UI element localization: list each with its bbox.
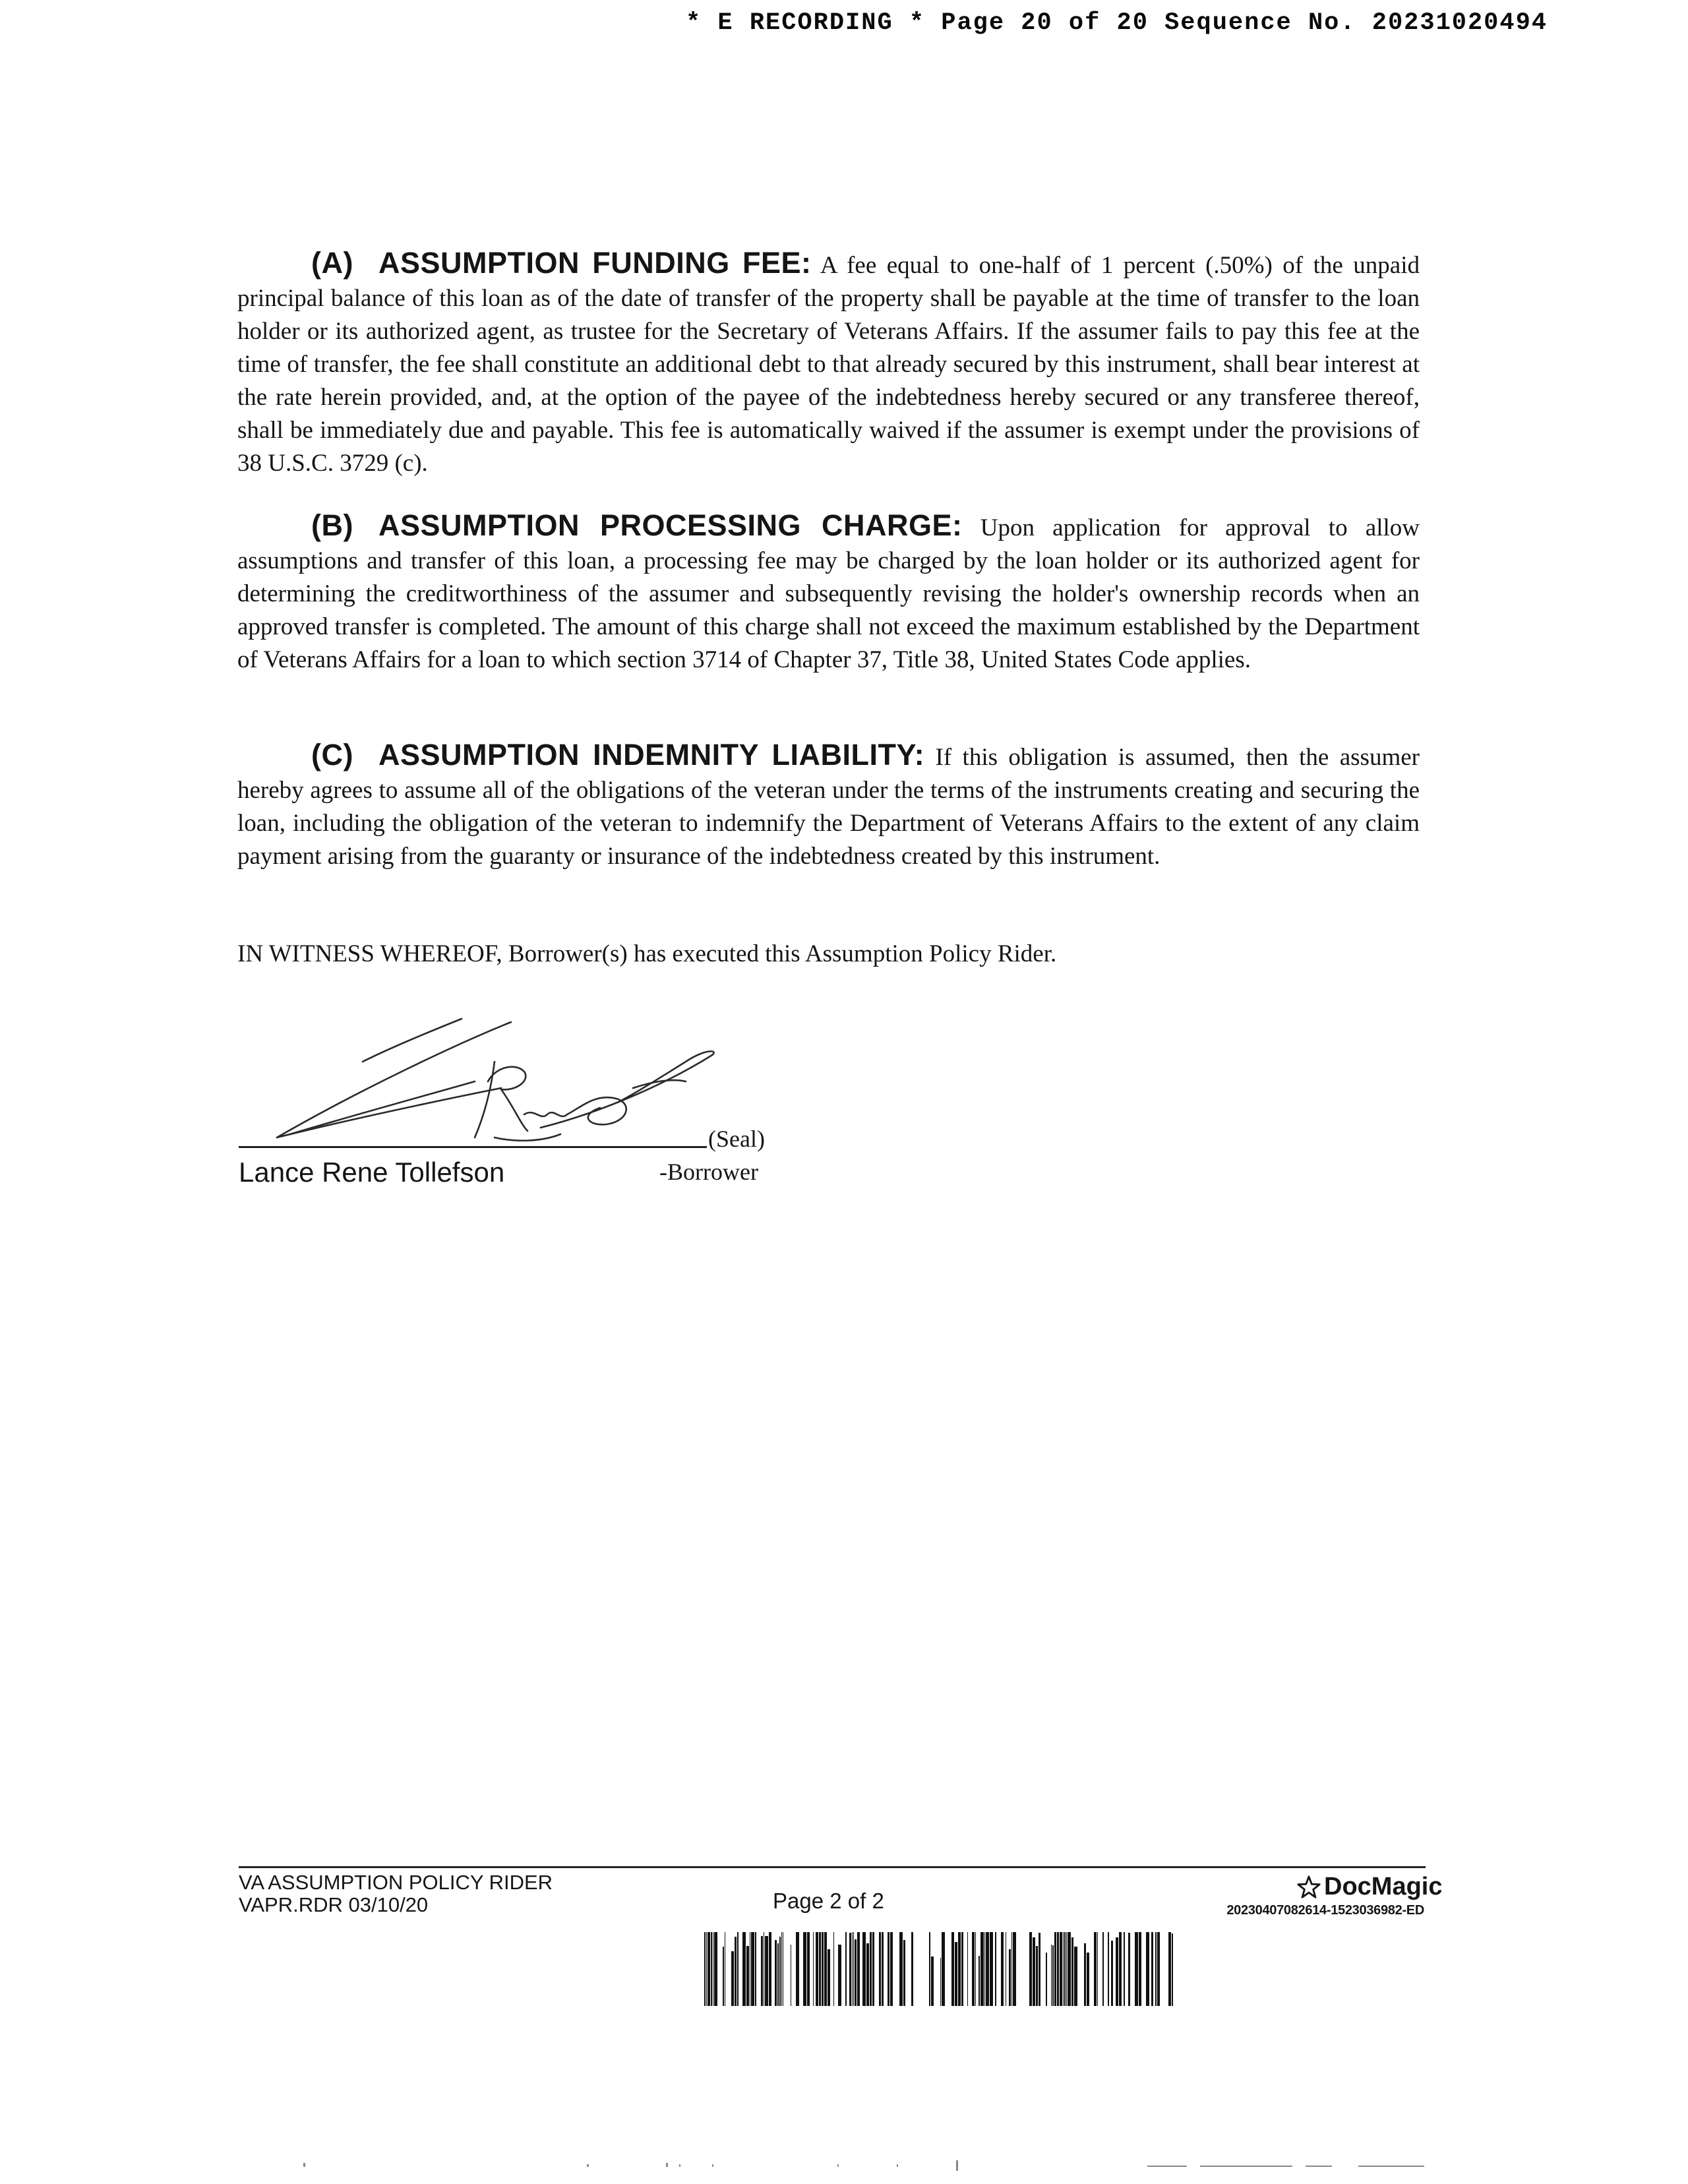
seal-label: (Seal)	[708, 1126, 765, 1152]
borrower-role-label: -Borrower	[659, 1159, 758, 1185]
section-b-text: Upon application for approval to allow assumptions and transfer of this loan, a processing fee may be charged by the loan holder or its authorized agent for determining the creditworthiness of the assumer and subsequently revising the holder's ownership records when an approved transfer is completed. The amount of this charge shall not exceed the maximum established by the Department of Veterans Affairs for a loan to which section 3714 of Chapter 37, Title 38, United States Code applies.	[237, 514, 1420, 673]
document-id: 20230407082614-1523036982-ED	[1226, 1903, 1424, 1918]
docmagic-logo	[1296, 1873, 1442, 1901]
section-a-text: A fee equal to one-half of 1 percent (.50%) of the unpaid principal balance of this loan as of the date of transfer of the property shall be payable at the time of transfer to the loan holder or its authorized agent, as trustee for the Secretary of Veterans Affairs. If the assumer fails to pay this fee at the time of transfer, the fee shall constitute an additional debt to that already secured by this instrument, shall bear interest at the rate herein provided, and, at the option of the payee of the indebtedness hereby secured or any transferee thereof, shall be immediately due and payable. This fee is automatically waived if the assumer is exempt under the provisions of 38 U.S.C. 3729 (c).	[237, 252, 1420, 477]
section-c-title: ASSUMPTION INDEMNITY LIABILITY:	[378, 738, 925, 772]
witness-statement: IN WITNESS WHEREOF, Borrower(s) has executed this Assumption Policy Rider.	[237, 940, 1057, 967]
section-b-assumption-processing-charge	[237, 509, 1420, 677]
recording-header: * E RECORDING * Page 20 of 20 Sequence No. 20231020494	[686, 9, 1548, 37]
section-c-text: If this obligation is assumed, then the assumer hereby agrees to assume all of the obligations of the veteran under the terms of the instruments creating and securing the loan, including the obligation of the veteran to indemnify the Department of Veterans Affairs to the extent of any claim payment arising from the guaranty or insurance of the indebtedness created by this instrument.	[237, 744, 1420, 870]
section-a-label: (A)	[311, 246, 353, 280]
section-c-assumption-indemnity-liability	[237, 739, 1420, 873]
star-icon	[1296, 1875, 1321, 1900]
signer-name: Lance Rene Tollefson	[239, 1157, 505, 1188]
footer-form-code: VAPR.RDR 03/10/20	[239, 1893, 429, 1916]
barcode	[702, 1932, 1174, 2006]
signature-line	[239, 1146, 707, 1148]
handwritten-signature	[264, 1016, 738, 1154]
section-a-title: ASSUMPTION FUNDING FEE:	[378, 246, 812, 280]
section-b-title: ASSUMPTION PROCESSING CHARGE:	[378, 508, 963, 542]
section-a-assumption-funding-fee	[237, 247, 1420, 480]
scan-artifacts	[0, 2156, 1688, 2176]
section-c-label: (C)	[311, 738, 353, 772]
section-b-label: (B)	[311, 508, 353, 542]
footer-page-number: Page 2 of 2	[773, 1889, 884, 1913]
footer-divider	[239, 1866, 1426, 1868]
docmagic-brand-name: DocMagic	[1324, 1873, 1443, 1900]
footer-form-title: VA ASSUMPTION POLICY RIDER	[239, 1871, 553, 1894]
